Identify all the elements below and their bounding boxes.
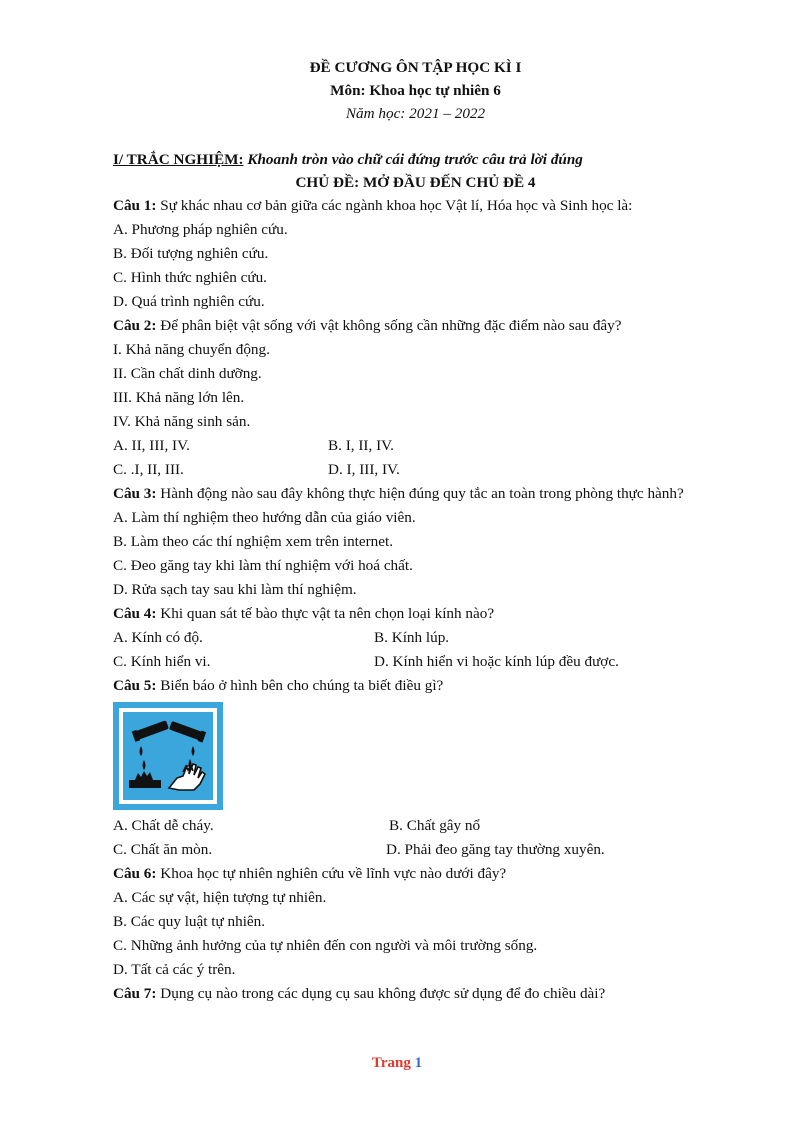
question-6 (113, 862, 718, 886)
option-a: A. Làm thí nghiệm theo hướng dẫn của giáo viên. (113, 509, 416, 526)
option-a: A. Kính có độ. (113, 629, 203, 646)
option-c: C. Đeo găng tay khi làm thí nghiệm với hoá chất. (113, 557, 413, 574)
question-1 (113, 194, 718, 218)
page-footer (0, 1055, 794, 1072)
option-b: B. Các quy luật tự nhiên. (113, 913, 266, 930)
option-a: A. Các sự vật, hiện tượng tự nhiên. (113, 889, 327, 906)
option-b: B. I, II, IV. (328, 437, 394, 454)
section-label: I/ TRẮC NGHIỆM: (113, 151, 244, 168)
option-c: C. .I, II, III. (113, 461, 184, 478)
options-row (113, 626, 718, 650)
question-7 (113, 982, 718, 1006)
question-text: Để phân biệt vật sống với vật không sống cần những đặc điểm nào sau đây? (160, 317, 622, 334)
option-b: B. Đối tượng nghiên cứu. (113, 245, 269, 262)
statement-iv: IV. Khả năng sinh sản. (113, 413, 251, 430)
question-text: Hành động nào sau đây không thực hiện đúng quy tắc an toàn trong phòng thực hành? (160, 485, 684, 502)
options-row (113, 838, 718, 862)
question-text: Khoa học tự nhiên nghiên cứu về lĩnh vực nào dưới đây? (160, 865, 507, 882)
option-b: B. Chất gây nổ (389, 817, 481, 834)
option-c: C. Hình thức nghiên cứu. (113, 269, 267, 286)
statement-i: I. Khả năng chuyển động. (113, 341, 270, 358)
statement-iii: III. Khả năng lớn lên. (113, 389, 245, 406)
section-instruction: Khoanh tròn vào chữ cái đứng trước câu trả lời đúng (247, 151, 583, 168)
options-row (113, 650, 718, 674)
option-d: D. Quá trình nghiên cứu. (113, 293, 265, 310)
question-text: Sự khác nhau cơ bản giữa các ngành khoa học Vật lí, Hóa học và Sinh học là: (160, 197, 633, 214)
question-text: Khi quan sát tế bào thực vật ta nên chọn loại kính nào? (160, 605, 495, 622)
statement-ii: II. Cần chất dinh dưỡng. (113, 365, 262, 382)
option-d: D. I, III, IV. (328, 461, 400, 478)
question-text: Biển báo ở hình bên cho chúng ta biết điều gì? (160, 677, 444, 694)
option-d: D. Rửa sạch tay sau khi làm thí nghiệm. (113, 581, 357, 598)
option-c: C. Chất ăn mòn. (113, 841, 213, 858)
question-number: Câu 4: (113, 605, 157, 622)
page-number: 1 (414, 1055, 423, 1071)
question-4 (113, 602, 718, 626)
options-row (113, 458, 718, 482)
question-number: Câu 7: (113, 985, 157, 1002)
corrosive-hazard-sign (113, 702, 223, 810)
school-year: Năm học: 2021 – 2022 (345, 105, 486, 122)
option-c: C. Những ảnh hưởng của tự nhiên đến con người và môi trường sống. (113, 937, 538, 954)
question-5 (113, 674, 718, 698)
document-page (113, 56, 718, 1006)
option-a: A. II, III, IV. (113, 437, 190, 454)
option-d: D. Phải đeo găng tay thường xuyên. (386, 841, 605, 858)
question-2 (113, 314, 718, 338)
option-d: D. Tất cả các ý trên. (113, 961, 236, 978)
question-number: Câu 1: (113, 197, 157, 214)
question-3 (113, 482, 718, 506)
question-number: Câu 5: (113, 677, 157, 694)
option-b: B. Kính lúp. (374, 629, 450, 646)
option-a: A. Chất dễ cháy. (113, 817, 214, 834)
section-heading (113, 148, 718, 171)
subject-line: Môn: Khoa học tự nhiên 6 (330, 82, 501, 99)
question-number: Câu 3: (113, 485, 157, 502)
options-row (113, 814, 718, 838)
page-label: Trang (371, 1055, 411, 1071)
option-a: A. Phương pháp nghiên cứu. (113, 221, 288, 238)
topic-heading: CHỦ ĐỀ: MỞ ĐẦU ĐẾN CHỦ ĐỀ 4 (295, 174, 536, 191)
options-row (113, 434, 718, 458)
question-number: Câu 6: (113, 865, 157, 882)
corrosive-icon (113, 702, 223, 810)
question-number: Câu 2: (113, 317, 157, 334)
document-title: ĐỀ CƯƠNG ÔN TẬP HỌC KÌ I (309, 59, 522, 76)
option-b: B. Làm theo các thí nghiệm xem trên internet. (113, 533, 394, 550)
option-d: D. Kính hiển vi hoặc kính lúp đều được. (374, 653, 619, 670)
question-text: Dụng cụ nào trong các dụng cụ sau không được sử dụng để đo chiều dài? (160, 985, 606, 1002)
option-c: C. Kính hiển vi. (113, 653, 211, 670)
